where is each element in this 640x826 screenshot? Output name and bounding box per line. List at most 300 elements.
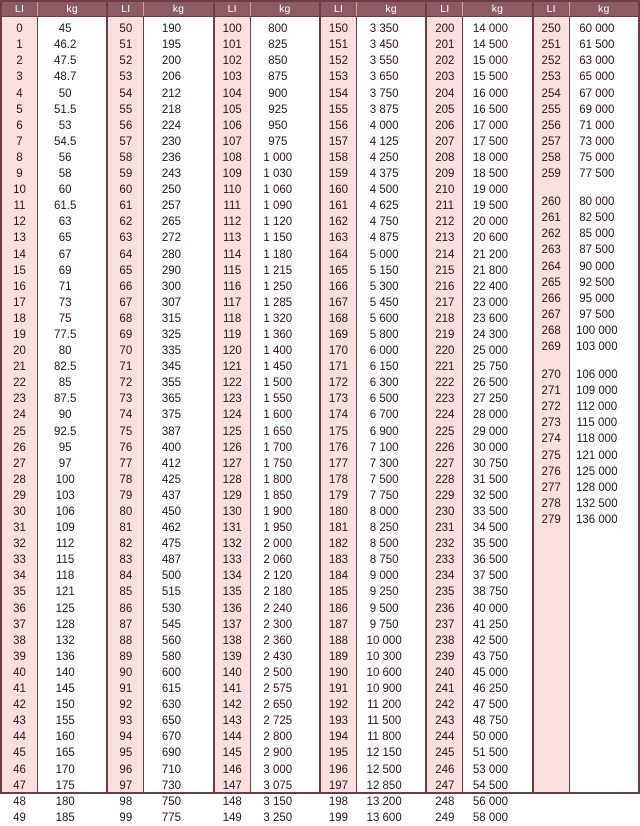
- kg-cell: 243: [161, 168, 182, 181]
- li-cell: 166: [328, 280, 349, 293]
- kg-cell: 280: [161, 248, 182, 261]
- kg-cell: 5 150: [369, 264, 399, 277]
- kg-cell: 975: [268, 135, 288, 148]
- kg-cell: 1 030: [263, 168, 293, 181]
- li-cell: 275: [541, 449, 561, 462]
- kg-cell: 212: [161, 87, 182, 100]
- li-cell: 182: [328, 538, 349, 551]
- kg-cell: 63: [58, 216, 72, 229]
- li-cell: 191: [328, 683, 349, 696]
- li-cell: [534, 648, 569, 660]
- li-cell: 57: [119, 135, 133, 148]
- kg-cell: 218: [161, 103, 182, 116]
- kg-cell: 8 500: [369, 538, 399, 551]
- li-cell: 81: [119, 522, 133, 535]
- li-cell: 181: [328, 522, 349, 535]
- li-cell: 85: [119, 586, 133, 599]
- kg-cell: 190: [161, 23, 182, 36]
- li-cell: 119: [222, 328, 242, 341]
- li-cell: 198: [328, 795, 349, 808]
- kg-cell: 19 500: [472, 200, 509, 213]
- li-cell: 56: [119, 119, 133, 132]
- li-cell: 79: [119, 489, 133, 502]
- li-cell: 30: [13, 506, 26, 519]
- kg-cell: 128: [55, 618, 75, 631]
- li-cell: 137: [222, 618, 242, 631]
- kg-cell: 272: [161, 232, 182, 245]
- li-cell: 61: [119, 200, 133, 213]
- li-cell: 224: [435, 409, 455, 422]
- li-cell: 156: [328, 119, 349, 132]
- li-cell: 227: [435, 457, 455, 470]
- column-group-3: [321, 2, 427, 824]
- li-cell: [534, 744, 569, 756]
- column-body-4: [427, 17, 531, 824]
- kg-cell: 71 000: [579, 119, 615, 132]
- li-cell: 76: [119, 441, 133, 454]
- kg-cell: [570, 600, 638, 612]
- li-cell: 213: [435, 232, 455, 245]
- li-cell: 31: [13, 522, 26, 535]
- li-value-column-2: [215, 17, 251, 824]
- kg-cell: 8 250: [369, 522, 399, 535]
- kg-cell: 500: [161, 570, 182, 583]
- li-cell: 83: [119, 554, 133, 567]
- kg-cell: 54 500: [472, 779, 509, 792]
- li-cell: 122: [222, 377, 242, 390]
- li-cell: 262: [541, 228, 561, 241]
- kg-cell: 850: [268, 55, 288, 68]
- li-cell: 190: [328, 666, 349, 679]
- li-cell: 264: [541, 260, 561, 273]
- li-cell: 252: [541, 55, 561, 68]
- kg-cell: 1 400: [263, 345, 293, 358]
- kg-cell: 530: [161, 602, 182, 615]
- kg-cell: 515: [161, 586, 182, 599]
- li-cell: 73: [119, 393, 133, 406]
- kg-cell: 345: [161, 361, 182, 374]
- kg-cell: 580: [161, 650, 182, 663]
- kg-cell: 85: [58, 377, 72, 390]
- li-cell: [534, 636, 569, 648]
- kg-cell: 325: [161, 328, 182, 341]
- kg-cell: 20 600: [472, 232, 509, 245]
- kg-cell: 69 000: [579, 103, 615, 116]
- kg-cell: 1 650: [263, 425, 293, 438]
- kg-cell: 67: [58, 248, 72, 261]
- kg-cell: 23 000: [472, 296, 509, 309]
- li-cell: 245: [435, 747, 455, 760]
- li-cell: 26: [13, 441, 26, 454]
- li-cell: 12: [13, 216, 26, 229]
- kg-cell: 50 000: [472, 731, 509, 744]
- kg-cell: [570, 624, 638, 636]
- kg-cell: 160: [55, 731, 75, 744]
- kg-cell: 9 000: [369, 570, 399, 583]
- li-cell: 163: [328, 232, 349, 245]
- kg-cell: 32 500: [472, 489, 509, 502]
- li-cell: [534, 564, 569, 576]
- kg-cell: 2 500: [263, 666, 293, 679]
- li-cell: 146: [222, 763, 242, 776]
- kg-cell: 36 500: [472, 554, 509, 567]
- li-cell: 87: [119, 618, 133, 631]
- kg-cell: 8 750: [369, 554, 399, 567]
- kg-cell: 375: [161, 409, 182, 422]
- li-cell: 185: [328, 586, 349, 599]
- li-cell: 80: [119, 506, 133, 519]
- kg-value-column-3: [357, 17, 425, 824]
- li-cell: 172: [328, 377, 349, 390]
- li-cell: 22: [13, 377, 26, 390]
- kg-cell: 71: [58, 280, 72, 293]
- li-cell: 65: [119, 264, 133, 277]
- kg-cell: 1 120: [263, 216, 293, 229]
- li-cell: 100: [222, 23, 242, 36]
- kg-cell: 28 000: [472, 409, 509, 422]
- li-cell: 14: [13, 248, 26, 261]
- kg-cell: [570, 744, 638, 756]
- li-cell: 211: [435, 200, 454, 213]
- li-cell: 135: [222, 586, 242, 599]
- li-cell: 109: [222, 168, 242, 181]
- kg-cell: 5 450: [369, 296, 399, 309]
- kg-cell: 825: [268, 39, 288, 52]
- kg-cell: 650: [161, 715, 182, 728]
- kg-cell: 10 600: [366, 666, 402, 679]
- li-cell: 197: [328, 779, 349, 792]
- li-cell: 132: [222, 538, 242, 551]
- li-cell: 254: [541, 87, 561, 100]
- kg-cell: 1 060: [263, 184, 293, 197]
- kg-cell: 58 000: [472, 811, 509, 824]
- li-cell: [534, 624, 569, 636]
- li-cell: 11: [13, 200, 26, 213]
- kg-cell: 185: [55, 811, 75, 824]
- kg-cell: 7 500: [369, 473, 399, 486]
- li-cell: 263: [541, 244, 561, 257]
- kg-cell: 2 650: [263, 699, 293, 712]
- kg-cell: 80: [58, 345, 72, 358]
- kg-cell: 100: [55, 473, 75, 486]
- kg-cell: 1 450: [263, 361, 293, 374]
- kg-cell: 3 250: [263, 811, 293, 824]
- kg-cell: 115 000: [576, 417, 618, 430]
- kg-cell: 155: [55, 715, 75, 728]
- li-cell: 37: [13, 618, 26, 631]
- li-cell: 221: [435, 361, 455, 374]
- kg-cell: 165: [55, 747, 75, 760]
- li-cell: 259: [541, 168, 561, 181]
- li-cell: 276: [541, 465, 561, 478]
- kg-cell: [570, 576, 638, 588]
- li-cell: 229: [435, 489, 455, 502]
- kg-cell: 125: [55, 602, 75, 615]
- kg-cell: 56: [58, 151, 72, 164]
- li-cell: 161: [328, 200, 349, 213]
- li-cell: 71: [119, 361, 133, 374]
- kg-cell: [570, 756, 638, 768]
- li-cell: 216: [435, 280, 455, 293]
- kg-cell: [570, 708, 638, 720]
- kg-cell: 2 300: [263, 618, 293, 631]
- li-cell: 144: [222, 731, 242, 744]
- kg-cell: 600: [161, 666, 182, 679]
- li-cell: 2: [16, 55, 23, 68]
- li-cell: 266: [541, 292, 561, 305]
- kg-cell: 230: [161, 135, 182, 148]
- kg-cell: 97: [58, 457, 72, 470]
- kg-cell: 95: [58, 441, 72, 454]
- kg-cell: 35 500: [472, 538, 509, 551]
- kg-cell: 2 060: [263, 554, 293, 567]
- kg-cell: 125 000: [576, 465, 618, 478]
- li-cell: 202: [435, 55, 455, 68]
- column-group-1: [108, 2, 214, 824]
- kg-cell: 90: [58, 409, 72, 422]
- kg-cell: 1 250: [263, 280, 293, 293]
- li-cell: 277: [541, 481, 561, 494]
- li-cell: 99: [119, 811, 133, 824]
- column-header-row-5: [534, 2, 638, 17]
- li-cell: 145: [222, 747, 242, 760]
- kg-cell: 2 180: [263, 586, 293, 599]
- kg-cell: 1 215: [263, 264, 293, 277]
- kg-cell: 100 000: [576, 324, 618, 337]
- li-cell: 78: [119, 473, 133, 486]
- kg-cell: 136: [55, 650, 75, 663]
- kg-cell: 33 500: [472, 506, 509, 519]
- li-cell: 34: [13, 570, 26, 583]
- kg-cell: 65: [58, 232, 72, 245]
- kg-cell: 17 000: [472, 119, 509, 132]
- kg-cell: 6 150: [369, 361, 399, 374]
- kg-cell: 56 000: [472, 795, 509, 808]
- kg-cell: 4 750: [369, 216, 399, 229]
- kg-cell: 630: [161, 699, 182, 712]
- li-cell: 188: [328, 634, 349, 647]
- li-cell: 142: [222, 699, 242, 712]
- column-body-5: [534, 17, 638, 792]
- kg-cell: 45: [58, 23, 72, 36]
- kg-cell: 12 850: [366, 779, 402, 792]
- li-cell: 175: [328, 425, 349, 438]
- kg-cell: 400: [161, 441, 182, 454]
- kg-cell: 34 500: [472, 522, 509, 535]
- li-cell: 63: [119, 232, 133, 245]
- li-cell: 218: [435, 312, 455, 325]
- kg-cell: 40 000: [472, 602, 509, 615]
- kg-cell: 6 000: [369, 345, 399, 358]
- li-cell: 68: [119, 312, 133, 325]
- kg-value-column-1: [144, 17, 212, 824]
- kg-cell: 14 000: [472, 23, 509, 36]
- kg-cell: [570, 564, 638, 576]
- li-cell: 58: [119, 151, 133, 164]
- li-cell: 241: [435, 683, 455, 696]
- kg-value-column-2: [251, 17, 319, 824]
- kg-cell: 16 500: [472, 103, 509, 116]
- li-cell: 29: [13, 489, 26, 502]
- kg-cell: 1 950: [263, 522, 293, 535]
- kg-cell: 26 500: [472, 377, 509, 390]
- kg-cell: 7 100: [369, 441, 399, 454]
- kg-cell: 8 000: [369, 506, 399, 519]
- li-cell: 267: [541, 308, 561, 321]
- kg-cell: 2 000: [263, 538, 293, 551]
- li-cell: 59: [119, 168, 133, 181]
- li-cell: 160: [328, 184, 349, 197]
- li-cell: 274: [541, 433, 561, 446]
- kg-cell: 11 800: [366, 731, 402, 744]
- li-cell: 157: [328, 135, 349, 148]
- kg-cell: 77.5: [53, 328, 77, 341]
- li-cell: 35: [13, 586, 26, 599]
- li-cell: [534, 708, 569, 720]
- li-cell: 201: [435, 39, 455, 52]
- li-cell: 121: [222, 361, 242, 374]
- kg-cell: 5 600: [369, 312, 399, 325]
- li-cell: 67: [119, 296, 133, 309]
- li-cell: 214: [435, 248, 455, 261]
- li-cell: 17: [13, 296, 26, 309]
- kg-cell: 1 750: [263, 457, 293, 470]
- li-cell: 235: [435, 586, 455, 599]
- kg-cell: 1 000: [263, 151, 293, 164]
- header-cell-kg-3: kg: [385, 3, 397, 16]
- li-cell: 110: [222, 184, 242, 197]
- li-cell: 150: [328, 23, 349, 36]
- li-cell: 127: [222, 457, 242, 470]
- li-cell: [534, 684, 569, 696]
- kg-cell: 132: [55, 634, 75, 647]
- kg-cell: [570, 780, 638, 792]
- kg-cell: 5 000: [369, 248, 399, 261]
- kg-cell: 9 750: [369, 618, 399, 631]
- kg-cell: 1 900: [263, 506, 293, 519]
- li-cell: 149: [222, 811, 242, 824]
- kg-cell: 925: [268, 103, 288, 116]
- li-cell: 92: [119, 699, 133, 712]
- li-cell: 247: [435, 779, 455, 792]
- kg-cell: 462: [161, 522, 182, 535]
- kg-cell: 10 900: [366, 683, 402, 696]
- row-spacer: [534, 355, 569, 367]
- kg-cell: 60 000: [579, 23, 615, 36]
- li-cell: 180: [328, 506, 349, 519]
- kg-cell: 61 500: [579, 39, 615, 52]
- li-cell: 279: [541, 513, 561, 526]
- kg-cell: 475: [161, 538, 182, 551]
- kg-cell: 51.5: [53, 103, 77, 116]
- li-cell: 210: [435, 184, 455, 197]
- kg-cell: 118 000: [576, 433, 618, 446]
- li-cell: 72: [119, 377, 133, 390]
- li-cell: 242: [435, 699, 455, 712]
- kg-cell: 950: [268, 119, 288, 132]
- li-cell: 250: [541, 23, 561, 36]
- kg-cell: 106: [55, 506, 75, 519]
- li-cell: [534, 612, 569, 624]
- kg-cell: 115: [55, 554, 75, 567]
- header-cell-li-0: LI: [2, 2, 38, 16]
- li-cell: 256: [541, 119, 561, 132]
- kg-cell: 1 320: [263, 312, 293, 325]
- kg-cell: 61.5: [53, 200, 77, 213]
- kg-cell: 1 700: [263, 441, 293, 454]
- li-cell: 226: [435, 441, 455, 454]
- header-cell-li-5: LI: [534, 2, 570, 16]
- kg-cell: 195: [161, 39, 182, 52]
- li-cell: 53: [119, 71, 133, 84]
- li-cell: 33: [13, 554, 26, 567]
- kg-cell: 300: [161, 280, 182, 293]
- li-cell: 91: [119, 683, 133, 696]
- li-cell: 1: [16, 39, 23, 52]
- li-cell: 183: [328, 554, 349, 567]
- kg-cell: 21 800: [472, 264, 509, 277]
- li-cell: 6: [16, 119, 23, 132]
- li-cell: 257: [541, 135, 561, 148]
- li-cell: 273: [541, 417, 561, 430]
- kg-cell: 290: [161, 264, 182, 277]
- kg-cell: 82.5: [53, 361, 77, 374]
- kg-cell: 73: [58, 296, 72, 309]
- kg-cell: 112 000: [576, 401, 618, 414]
- li-value-column-1: [108, 17, 144, 824]
- li-cell: 231: [435, 522, 455, 535]
- kg-cell: 315: [161, 312, 182, 325]
- li-cell: 84: [119, 570, 133, 583]
- kg-cell: 3 650: [369, 71, 399, 84]
- row-spacer: [534, 182, 569, 194]
- kg-cell: 2 430: [263, 650, 293, 663]
- kg-cell: 121: [55, 586, 75, 599]
- kg-cell: 387: [161, 425, 182, 438]
- li-cell: 162: [328, 216, 349, 229]
- li-cell: 186: [328, 602, 349, 615]
- li-cell: 212: [435, 216, 455, 229]
- kg-cell: 75 000: [579, 151, 615, 164]
- li-cell: 251: [541, 39, 561, 52]
- li-cell: [534, 600, 569, 612]
- li-cell: 268: [541, 324, 561, 337]
- kg-cell: 90 000: [579, 260, 615, 273]
- kg-cell: 30 750: [472, 457, 509, 470]
- li-cell: 130: [222, 506, 242, 519]
- kg-cell: 82 500: [579, 212, 615, 225]
- li-cell: 74: [119, 409, 133, 422]
- column-header-row-1: [108, 2, 212, 17]
- li-cell: 19: [13, 328, 26, 341]
- kg-cell: 16 000: [472, 87, 509, 100]
- li-cell: 153: [328, 71, 349, 84]
- li-cell: 46: [13, 763, 26, 776]
- li-cell: 107: [222, 135, 242, 148]
- li-cell: 129: [222, 489, 242, 502]
- kg-cell: 51 500: [472, 747, 509, 760]
- li-value-column-5: [534, 17, 570, 792]
- li-cell: 233: [435, 554, 455, 567]
- li-cell: 240: [435, 666, 455, 679]
- kg-cell: 4 125: [369, 135, 399, 148]
- header-cell-kg-2: kg: [279, 3, 291, 16]
- li-value-column-4: [427, 17, 463, 824]
- column-body-1: [108, 17, 212, 824]
- kg-cell: 1 800: [263, 473, 293, 486]
- kg-cell: 48 750: [472, 715, 509, 728]
- li-cell: 98: [119, 795, 133, 808]
